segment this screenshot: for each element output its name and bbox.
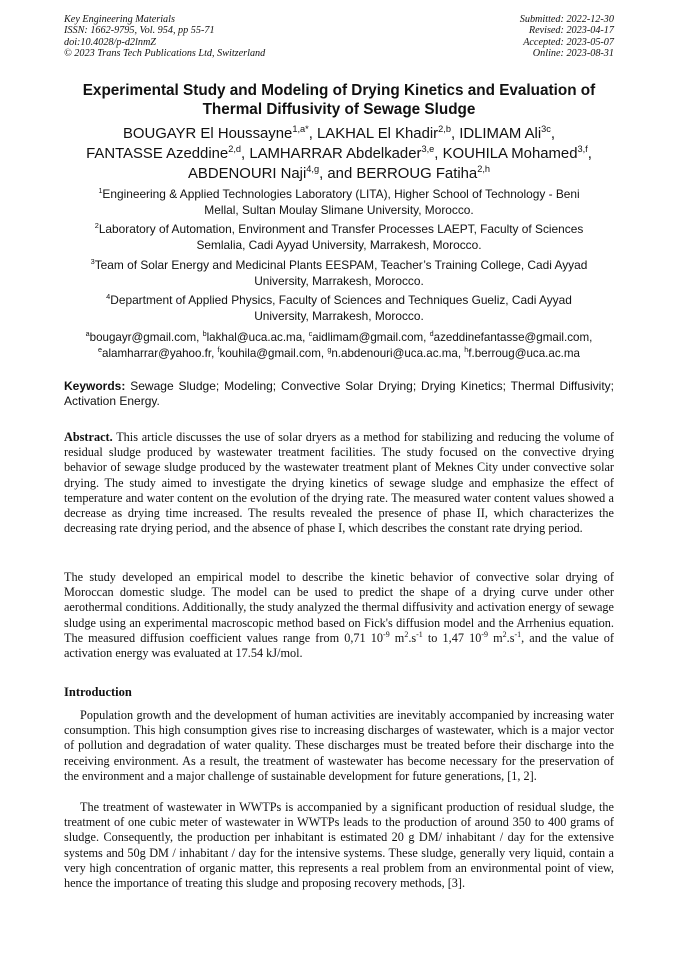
abstract-label: Abstract. <box>64 430 113 444</box>
intro-paragraph-2: The treatment of wastewater in WWTPs is accompanied by a significant production of residual sludge, the treatment of one cubic meter of wastewater in WWTPs leads to the production of around 350 to 400 grams of sludge. Consequently, the production per inhabitant is estimated 20 g DM/ inhabitant / day for the extensive systems and 50g DM / inhabitant / day for the intensive systems. These sludge, generally very liquid, contain a very high concentration of organic matter, this represents a real problem from an environmental point of view, hence the importance of treating this sludge and proposing recovery methods, [3]. <box>64 800 614 891</box>
email-link[interactable]: alamharrar@yahoo.fr <box>102 346 212 360</box>
email-link[interactable]: f.berroug@uca.ac.ma <box>468 346 580 360</box>
journal-name: Key Engineering Materials <box>64 14 175 25</box>
unit-text: .s <box>506 630 515 645</box>
affiliation-4 <box>74 292 604 324</box>
author-name: LAMHARRAR Abdelkader <box>249 146 422 162</box>
author-line <box>56 164 622 184</box>
journal-issn: ISSN: 1662-9795, Vol. 954, pp 55-71 <box>64 25 215 37</box>
date-revised: Revised: 2023-04-17 <box>528 25 614 37</box>
unit-text: .s <box>408 630 417 645</box>
author-name: LAKHAL El Khadir <box>317 126 439 142</box>
email-link[interactable]: lakhal@uca.ac.ma <box>206 331 303 344</box>
exponent: 2 <box>502 629 507 639</box>
exponent: 2 <box>404 629 409 639</box>
author-affil-mark: 4,g <box>306 164 320 175</box>
intro-paragraph-1: Population growth and the development of human activities are inevitably accompanied by increasing water consumption. This high consumption gives rise to increasing discharges of wastewater, which is a major vector of pollution and degradation of water quality. These discharges must be treated before their discharge into the receiving environment. As a result, the treatment of wastewater has become necessary for the preservation of the environment and a major challenge of sustainable development for future generations, [1, 2]. <box>64 708 614 783</box>
affiliation-mark: 1 <box>98 186 103 196</box>
date-submitted: Submitted: 2022-12-30 <box>519 14 614 25</box>
author-separator: , <box>550 126 556 142</box>
email-link[interactable]: n.abdenouri@uca.ac.ma <box>331 346 458 360</box>
affiliation-text: Laboratory of Automation, Environment and Transfer Processes LAEPT, Faculty of Sciences <box>98 222 584 236</box>
email-separator: , <box>423 331 430 344</box>
email-separator: , <box>457 346 465 360</box>
email-mark: d <box>429 329 434 339</box>
affiliation-text: University, Marrakesh, Morocco. <box>254 309 424 323</box>
author-line <box>56 124 622 144</box>
email-mark: h <box>464 344 469 354</box>
affiliation-text: Semlalia, Cadi Ayyad University, Marrakesh, Morocco. <box>196 238 482 252</box>
author-name: ABDENOURI Naji <box>187 166 307 182</box>
exponent: -9 <box>481 629 488 639</box>
email-separator: , <box>196 331 203 344</box>
study-text-1: The study developed an empirical model to describe the kinetic behavior of convective solar drying of Moroccan domestic sludge. The model can be used to predict the shape of a drying curve under other aerothermal conditions. Additionally, the study analyzed the thermal diffusivity and activation energy of sewage sludge using an experimental macroscopic method based on Fick's diffusion model and the Arrhenius equation. The measured diffusion coefficient values range from 0,71 10 <box>64 570 614 645</box>
exponent: -1 <box>514 629 522 639</box>
email-separator: , <box>211 346 218 360</box>
title-line-2: Thermal Diffusivity of Sewage Sludge <box>202 101 476 118</box>
author-affil-mark: 3c <box>541 124 551 135</box>
author-affil-mark: 3,f <box>577 144 588 155</box>
email-mark: a <box>85 329 90 339</box>
keywords-text: Sewage Sludge; Modeling; Convective Solar Drying; Drying Kinetics; Thermal Diffusivity; Activation Energy. <box>64 379 614 408</box>
unit-text: m <box>488 630 503 645</box>
abstract-paragraph <box>64 430 614 536</box>
email-line <box>62 330 616 346</box>
keywords-label: Keywords: <box>64 379 126 393</box>
affiliation-text: Department of Applied Physics, Faculty of Sciences and Techniques Gueliz, Cadi Ayyad <box>110 293 572 307</box>
email-separator: , <box>320 346 328 360</box>
exponent: -9 <box>383 629 390 639</box>
journal-doi: doi:10.4028/p-d2lnmZ <box>64 36 156 48</box>
study-text-2: to 1,47 10 <box>422 630 482 645</box>
affiliation-mark: 3 <box>90 257 95 267</box>
journal-copyright: © 2023 Trans Tech Publications Ltd, Switzerland <box>64 48 266 60</box>
author-separator: , <box>450 126 460 142</box>
author-affil-mark: 2,h <box>477 164 491 175</box>
email-link[interactable]: kouhila@gmail.com <box>219 346 321 360</box>
author-name: KOUHILA Mohamed <box>442 146 578 162</box>
author-list <box>56 124 622 184</box>
affiliation-text: Engineering & Applied Technologies Laboratory (LITA), Higher School of Technology - Beni <box>102 187 580 201</box>
keywords-section <box>64 379 614 408</box>
author-separator: , <box>587 146 592 162</box>
exponent: -1 <box>416 629 423 639</box>
title-line-1: Experimental Study and Modeling of Drying Kinetics and Evaluation of <box>82 82 596 99</box>
journal-info <box>64 14 265 60</box>
email-mark: e <box>98 344 103 354</box>
affiliation-text: University, Marrakesh, Morocco. <box>254 274 424 288</box>
introduction-heading: Introduction <box>64 685 132 699</box>
email-mark: f <box>217 344 220 354</box>
email-link[interactable]: azeddinefantasse@gmail.com <box>433 331 590 344</box>
author-name: FANTASSE Azeddine <box>86 146 229 162</box>
author-separator: , <box>434 146 443 162</box>
email-link[interactable]: bougayr@gmail.com <box>89 331 197 344</box>
date-online: Online: 2023-08-31 <box>532 48 614 60</box>
date-accepted: Accepted: 2023-05-07 <box>523 36 614 48</box>
paper-title <box>60 81 618 119</box>
affiliation-text: Mellal, Sultan Moulay Slimane University, Morocco. <box>204 203 474 217</box>
affiliation-mark: 4 <box>106 292 111 302</box>
author-separator: , <box>241 146 250 162</box>
email-separator: , <box>589 331 593 344</box>
author-affil-mark: 2,d <box>228 144 242 155</box>
author-name: BERROUG Fatiha <box>356 166 478 182</box>
affiliation-text: Team of Solar Energy and Medicinal Plants EESPAM, Teacher’s Training College, Cadi Ayyad <box>94 258 588 272</box>
affiliation-3 <box>74 257 604 289</box>
email-mark: b <box>202 329 207 339</box>
affiliation-1 <box>74 186 604 218</box>
email-link[interactable]: aidlimam@gmail.com <box>312 331 424 344</box>
author-separator: , <box>308 126 317 142</box>
author-name: BOUGAYR El Houssayne <box>122 126 293 142</box>
author-line <box>56 144 622 164</box>
submission-dates <box>520 14 614 60</box>
author-affil-mark: 2,b <box>438 124 451 135</box>
affiliation-mark: 2 <box>94 221 99 231</box>
affiliation-2 <box>74 221 604 253</box>
author-emails <box>62 330 616 361</box>
author-affil-mark: 1,a* <box>292 124 309 135</box>
email-line <box>62 346 616 362</box>
email-separator: , <box>302 331 309 344</box>
author-separator: , and <box>319 166 357 182</box>
email-mark: c <box>308 329 313 339</box>
author-affil-mark: 3,e <box>421 144 435 155</box>
unit-text: m <box>389 630 405 645</box>
author-name: IDLIMAM Ali <box>459 126 542 142</box>
abstract-paragraph-2 <box>64 570 614 661</box>
email-mark: g <box>327 344 332 354</box>
study-text-3: , and the value of activation energy was evaluated at 17.54 kJ/mol. <box>64 630 615 661</box>
abstract-text: This article discusses the use of solar dryers as a method for stabilizing and reducing the volume of residual sludge produced by wastewater treatment facilities. The study focused on the convective drying behavior of sewage sludge produced by the wastewater treatment plant of Meknes City under convective solar drying. The study aimed to investigate the drying kinetics of sewage sludge and emphasize the effect of temperature and water content on the evolution of the drying rate. The measured water content values showed a decrease as drying time increased. The results revealed the presence of phase II, which characterizes the decreasing rate drying period, and the absence of phase I, which describes the constant rate drying period. <box>64 430 614 536</box>
